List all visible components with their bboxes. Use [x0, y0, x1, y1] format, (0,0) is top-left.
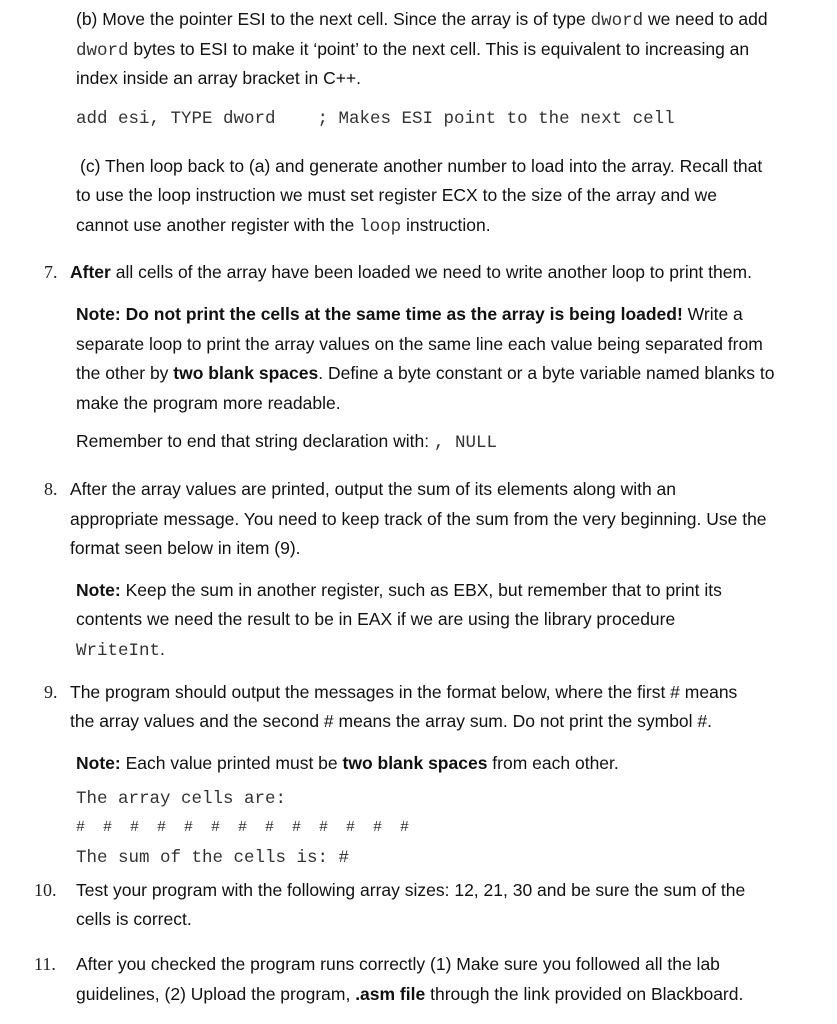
item-7-number: 7.	[44, 262, 58, 282]
item-7-note-text: Write a	[682, 304, 743, 324]
item-11-text: guidelines, (2) Upload the program,	[76, 984, 356, 1004]
b-text: bytes to ESI to make it ‘point’ to the next cell. This is equivalent to increasing an	[128, 39, 750, 59]
b-code-line: add esi, TYPE dword ; Makes ESI point to the next cell	[76, 109, 675, 129]
b-text: we need to add	[643, 9, 768, 29]
b-line-1	[76, 8, 768, 32]
item-7-text: all cells of the array have been loaded we need to write another loop to print them.	[110, 262, 752, 282]
item-11-text: through the link provided on Blackboard.	[425, 984, 744, 1004]
item-8-line-3: format seen below in item (9).	[70, 538, 301, 558]
b-line-3: index inside an array bracket in C++.	[76, 68, 362, 88]
item-10-line-2: cells is correct.	[76, 909, 192, 929]
item-7-bold: two blank spaces	[173, 363, 319, 383]
item-8-note-end: .	[160, 639, 165, 659]
item-9-number: 9.	[44, 682, 58, 702]
b-code-dword: dword	[590, 11, 644, 31]
item-8-number: 8.	[44, 479, 58, 499]
c-text: instruction.	[401, 215, 491, 235]
item-8-note-bold: Note:	[76, 580, 121, 600]
b-text: (b) Move the pointer ESI to the next cell. Since the array is of type	[76, 9, 591, 29]
item-7-line-4: make the program more readable.	[76, 393, 341, 413]
item-10-number: 10.	[34, 880, 57, 900]
item-7-remember	[76, 430, 497, 454]
item-8-line-2: appropriate message. You need to keep track of the sum from the very beginning. Use the	[70, 509, 767, 529]
item-7-remember-text: Remember to end that string declaration with:	[76, 431, 434, 451]
c-line-1: (c) Then loop back to (a) and generate another number to load into the array. Recall that	[80, 156, 763, 176]
item-9-note-text: from each other.	[487, 753, 619, 773]
item-11-bold: .asm file	[355, 984, 426, 1004]
item-11-number: 11.	[34, 954, 56, 974]
item-8-line-1: After the array values are printed, output the sum of its elements along with an	[70, 479, 677, 499]
b-line-2	[76, 38, 749, 62]
item-11-line-1: After you checked the program runs correctly (1) Make sure you followed all the lab	[76, 954, 720, 974]
c-code-loop: loop	[359, 217, 402, 237]
c-line-2: to use the loop instruction we must set register ECX to the size of the array and we	[76, 185, 718, 205]
c-line-3	[76, 214, 491, 238]
item-8-note-3	[76, 638, 165, 662]
output-line-2: # # # # # # # # # # # # #	[76, 819, 410, 836]
item-9-line-1: The program should output the messages in the format below, where the first # means	[70, 682, 738, 702]
item-10-line-1: Test your program with the following array sizes: 12, 21, 30 and be sure the sum of the	[76, 880, 746, 900]
item-7-line-2: separate loop to print the array values on the same line each value being separated from	[76, 334, 763, 354]
item-7-note	[76, 303, 743, 325]
item-8-note-2: contents we need the result to be in EAX if we are using the library procedure	[76, 609, 676, 629]
item-7-text: . Define a byte constant or a byte variable named blanks to	[318, 363, 775, 383]
item-9-note	[76, 752, 619, 774]
b-code-dword: dword	[76, 41, 129, 61]
item-9-note-bold: Note:	[76, 753, 121, 773]
item-7-remember-code: , NULL	[433, 433, 497, 453]
item-11-line-2	[76, 983, 743, 1005]
item-7-bold: After	[70, 262, 111, 282]
item-8-code-writeint: WriteInt	[76, 641, 161, 661]
item-7-note-bold: Note: Do not print the cells at the same time as the array is being loaded!	[76, 304, 683, 324]
item-7-line-1	[70, 261, 752, 283]
item-7-text: the other by	[76, 363, 174, 383]
item-9-note-text: Each value printed must be	[120, 753, 343, 773]
item-8-note	[76, 579, 722, 601]
item-7-line-3	[76, 362, 774, 384]
c-text: cannot use another register with the	[76, 215, 360, 235]
item-9-note-bold-2: two blank spaces	[342, 753, 488, 773]
output-line-1: The array cells are:	[76, 789, 287, 809]
item-9-line-2: the array values and the second # means the array sum. Do not print the symbol #.	[70, 711, 713, 731]
output-line-3: The sum of the cells is: #	[76, 848, 350, 868]
item-8-note-text: Keep the sum in another register, such as EBX, but remember that to print its	[120, 580, 722, 600]
